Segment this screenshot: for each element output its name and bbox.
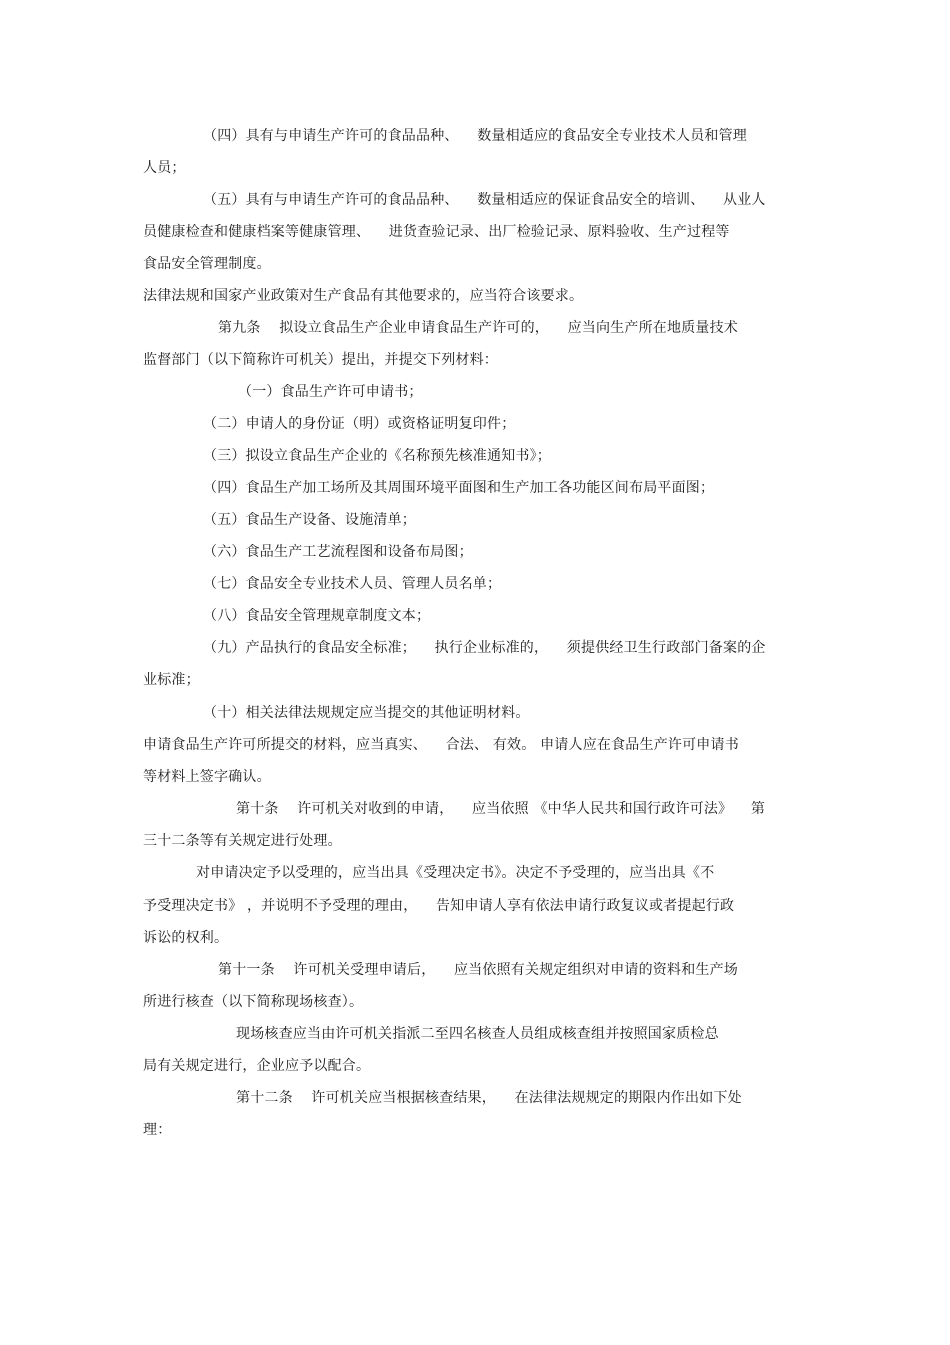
article-heading: 第十一条 许可机关受理申请后， 应当依照有关规定组织对申请的资料和生产场 [218,962,738,978]
text-line: 法律法规和国家产业政策对生产食品有其他要求的，应当符合该要求。 [143,288,584,304]
text-line: 予受理决定书》 ，并说明不予受理的理由， 告知申请人享有依法申请行政复议或者提起行政 [143,898,735,914]
text-line: （五）具有与申请生产许可的食品品种、 数量相适应的保证食品安全的培训、 从业人 [203,192,766,208]
list-item: （四）食品生产加工场所及其周围环境平面图和生产加工各功能区间布局平面图； [203,480,715,496]
list-item: （一）食品生产许可申请书； [238,384,423,400]
text-line: 等材料上签字确认。 [143,769,271,785]
text-line: 理： [143,1122,172,1138]
list-item: （五）食品生产设备、设施清单； [203,512,416,528]
list-item: （二）申请人的身份证（明）或资格证明复印件； [203,416,516,432]
list-item: （三）拟设立食品生产企业的《名称预先核准通知书》； [203,448,551,464]
text-line: 现场核查应当由许可机关指派二至四名核查人员组成核查组并按照国家质检总 [236,1026,719,1042]
text-line: 业标准； [143,672,200,688]
list-item: （七）食品安全专业技术人员、管理人员名单； [203,576,502,592]
article-heading: 第九条 拟设立食品生产企业申请食品生产许可的， 应当向生产所在地质量技术 [218,320,738,336]
list-item: （九）产品执行的食品安全标准； 执行企业标准的， 须提供经卫生行政部门备案的企 [203,640,766,656]
article-heading: 第十二条 许可机关应当根据核查结果， 在法律法规规定的期限内作出如下处 [236,1090,742,1106]
text-line: 对申请决定予以受理的，应当出具《受理决定书》。决定不予受理的，应当出具《不 [196,865,715,881]
list-item: （六）食品生产工艺流程图和设备布局图； [203,544,473,560]
text-line: （四）具有与申请生产许可的食品品种、 数量相适应的食品安全专业技术人员和管理 [203,128,747,144]
text-line: 诉讼的权利。 [143,930,229,946]
text-line: 申请食品生产许可所提交的材料，应当真实、 合法、 有效。 申请人应在食品生产许可申请书 [143,737,739,753]
text-line: 三十二条等有关规定进行处理。 [143,833,342,849]
text-line: 局有关规定进行，企业应予以配合。 [143,1058,371,1074]
article-heading: 第十条 许可机关对收到的申请， 应当依照 《中华人民共和国行政许可法》 第 [236,801,766,817]
text-line: 人员； [143,160,186,176]
text-line: 食品安全管理制度。 [143,256,271,272]
list-item: （十）相关法律法规规定应当提交的其他证明材料。 [203,705,530,721]
text-line: 所进行核查（以下简称现场核查）。 [143,994,364,1010]
text-line: 员健康检查和健康档案等健康管理、 进货查验记录、出厂检验记录、原料验收、生产过程等 [143,224,730,240]
text-line: 监督部门（以下简称许可机关）提出，并提交下列材料： [143,352,498,368]
list-item: （八）食品安全管理规章制度文本； [203,608,431,624]
